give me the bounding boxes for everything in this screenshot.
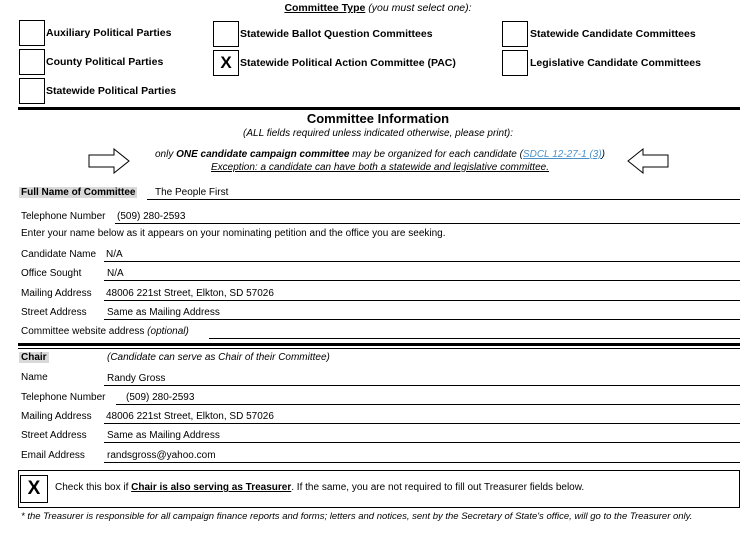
mailing-address-line <box>104 300 740 301</box>
full-name-value[interactable]: The People First <box>155 187 229 198</box>
label-legislative-candidate: Legislative Candidate Committees <box>530 57 701 69</box>
committee-type-heading: Committee Type <box>284 2 366 14</box>
treasurer-footnote: * the Treasurer is responsible for all campaign finance reports and forms; letters and notices, sent by the Secretary of State's office, will go to the Treasurer only. <box>21 511 693 522</box>
chair-street-address-label: Street Address <box>21 430 87 441</box>
checkbox-statewide-political-parties[interactable] <box>19 78 45 104</box>
label-county-political-parties: County Political Parties <box>46 56 164 68</box>
office-sought-line <box>104 280 740 281</box>
exception-note: Exception: a candidate can have both a statewide and legislative committee. <box>211 162 549 173</box>
label-statewide-candidate: Statewide Candidate Committees <box>530 28 696 40</box>
note-post: may be organized for each candidate ( <box>349 149 523 160</box>
committee-information-title: Committee Information <box>306 111 450 126</box>
chair-email-value[interactable]: randsgross@yahoo.com <box>107 450 216 461</box>
street-address-line <box>104 319 740 320</box>
telephone-value[interactable]: (509) 280-2593 <box>117 211 186 222</box>
sdcl-link[interactable]: SDCL 12-27-1 (3) <box>522 149 602 160</box>
note-bold: ONE candidate campaign committee <box>176 149 350 160</box>
chair-email-label: Email Address <box>21 450 85 461</box>
note-end: ) <box>601 149 606 160</box>
full-name-label: Full Name of Committee <box>21 187 136 198</box>
street-address-value[interactable]: Same as Mailing Address <box>107 307 220 318</box>
candidate-name-line <box>104 261 740 262</box>
chair-note: (Candidate can serve as Chair of their Committee) <box>107 352 330 363</box>
candidate-name-label: Candidate Name <box>21 249 97 260</box>
chair-mailing-address-label: Mailing Address <box>21 411 92 422</box>
label-statewide-ballot-question: Statewide Ballot Question Committees <box>240 28 433 40</box>
committee-type-instruction: (you must select one): <box>368 2 472 14</box>
website-label <box>21 326 189 337</box>
website-label-text: Committee website address <box>21 326 145 337</box>
chair-mailing-address-line <box>104 423 740 424</box>
checkbox-chair-is-treasurer[interactable]: X <box>20 475 48 503</box>
telephone-label: Telephone Number <box>21 211 106 222</box>
website-optional: (optional) <box>147 326 189 337</box>
chair-telephone-value[interactable]: (509) 280-2593 <box>126 392 195 403</box>
chair-divider-thin <box>18 348 740 349</box>
office-sought-value[interactable]: N/A <box>107 268 124 279</box>
chair-mailing-address-value[interactable]: 48006 221st Street, Elkton, SD 57026 <box>106 411 274 422</box>
name-instruction: Enter your name below as it appears on your nominating petition and the office you are seeking. <box>21 228 446 239</box>
treasurer-text-pre: Check this box if <box>55 482 132 493</box>
telephone-line <box>115 223 740 224</box>
treasurer-check-text <box>55 482 584 493</box>
left-arrow-icon <box>627 148 669 174</box>
checkbox-statewide-candidate[interactable] <box>502 21 528 47</box>
website-line <box>209 338 740 339</box>
committee-type-title <box>0 2 756 14</box>
chair-email-line <box>104 462 740 463</box>
checkbox-legislative-candidate[interactable] <box>502 50 528 76</box>
mailing-address-label: Mailing Address <box>21 288 92 299</box>
chair-telephone-line <box>116 404 740 405</box>
checkbox-county-political-parties[interactable] <box>19 49 45 75</box>
chair-title: Chair <box>21 352 47 363</box>
chair-telephone-label: Telephone Number <box>21 392 106 403</box>
mailing-address-value[interactable]: 48006 221st Street, Elkton, SD 57026 <box>106 288 274 299</box>
chair-divider <box>18 343 740 346</box>
label-auxiliary-political-parties: Auxiliary Political Parties <box>46 27 172 39</box>
chair-name-line <box>104 385 740 386</box>
right-arrow-icon <box>88 148 130 174</box>
chair-street-address-line <box>104 442 740 443</box>
section-divider <box>18 107 740 110</box>
note-pre: only <box>154 149 177 160</box>
checkbox-auxiliary-political-parties[interactable] <box>19 20 45 46</box>
checkbox-statewide-ballot-question[interactable] <box>213 21 239 47</box>
chair-name-value[interactable]: Randy Gross <box>107 373 166 384</box>
office-sought-label: Office Sought <box>21 268 82 279</box>
chair-name-label: Name <box>21 372 48 383</box>
label-statewide-political-parties: Statewide Political Parties <box>46 85 177 97</box>
treasurer-text-post: . If the same, you are not required to fill out Treasurer fields below. <box>291 482 585 493</box>
candidate-name-value[interactable]: N/A <box>106 249 123 260</box>
chair-street-address-value[interactable]: Same as Mailing Address <box>107 430 220 441</box>
checkbox-statewide-pac[interactable]: X <box>213 50 239 76</box>
candidate-committee-note <box>130 149 630 160</box>
street-address-label: Street Address <box>21 307 87 318</box>
full-name-line <box>147 199 740 200</box>
treasurer-text-bold: Chair is also serving as Treasurer <box>131 482 292 493</box>
label-statewide-pac: Statewide Political Action Committee (PAC) <box>240 57 456 69</box>
committee-information-subtitle: (ALL fields required unless indicated otherwise, please print): <box>243 128 513 139</box>
